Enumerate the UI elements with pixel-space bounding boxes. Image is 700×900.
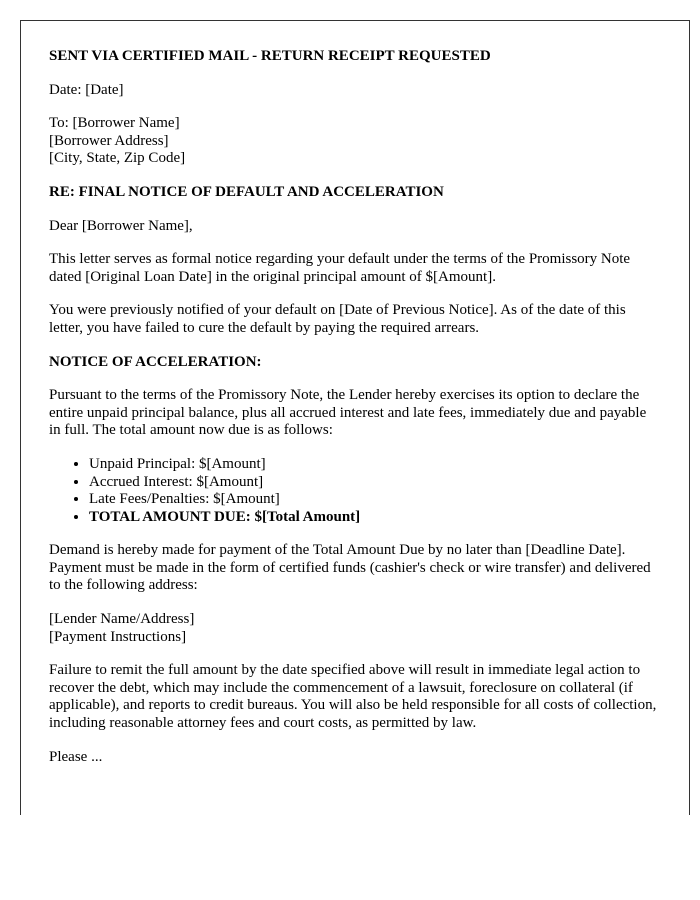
- recipient-address: To: [Borrower Name] [Borrower Address] [City, State, Zip Code]: [49, 115, 186, 167]
- amounts-list: [49, 456, 660, 526]
- mail-heading: SENT VIA CERTIFIED MAIL - RETURN RECEIPT REQUESTED: [49, 48, 491, 64]
- letter-page: [20, 20, 690, 815]
- paragraph-consequences: Failure to remit the full amount by the date specified above will result in immediate legal action to recover the debt, which may include the commencement of a lawsuit, foreclosure on collateral (if applicable), and reports to credit bureaus. You will also be held responsible for all costs of collection, including reasonable attorney fees and court costs, as permitted by law.: [49, 662, 657, 732]
- list-item: • Unpaid Principal: $[Amount]: [89, 456, 660, 474]
- paragraph-intro: This letter serves as formal notice regarding your default under the terms of the Promissory Note dated [Original Loan Date] in the original principal amount of $[Amount].: [49, 251, 631, 285]
- list-item-total: • TOTAL AMOUNT DUE: $[Total Amount]: [89, 509, 660, 527]
- paragraph-closing: Please ...: [49, 748, 103, 765]
- paragraph-demand: Demand is hereby made for payment of the Total Amount Due by no later than [Deadline Date]. Payment must be made in the form of certified funds (cashier's check or wire transfer) and delivered to the following address:: [49, 542, 651, 594]
- paragraph-acceleration: Pursuant to the terms of the Promissory Note, the Lender hereby exercises its option to declare the entire unpaid principal balance, plus all accrued interest and late fees, immediately due and payable in full. The total amount now due is as follows:: [49, 387, 647, 439]
- acceleration-heading: NOTICE OF ACCELERATION:: [49, 353, 262, 370]
- subject-line: RE: FINAL NOTICE OF DEFAULT AND ACCELERATION: [49, 183, 444, 200]
- letter-date: Date: [Date]: [49, 81, 124, 98]
- list-item: • Accrued Interest: $[Amount]: [89, 474, 660, 492]
- list-item: • Late Fees/Penalties: $[Amount]: [89, 491, 660, 509]
- salutation: Dear [Borrower Name],: [49, 217, 193, 234]
- paragraph-prior-notice: You were previously notified of your default on [Date of Previous Notice]. As of the date of this letter, you have failed to cure the default by paying the required arrears.: [49, 302, 626, 336]
- payment-address: [Lender Name/Address] [Payment Instructions]: [49, 611, 195, 645]
